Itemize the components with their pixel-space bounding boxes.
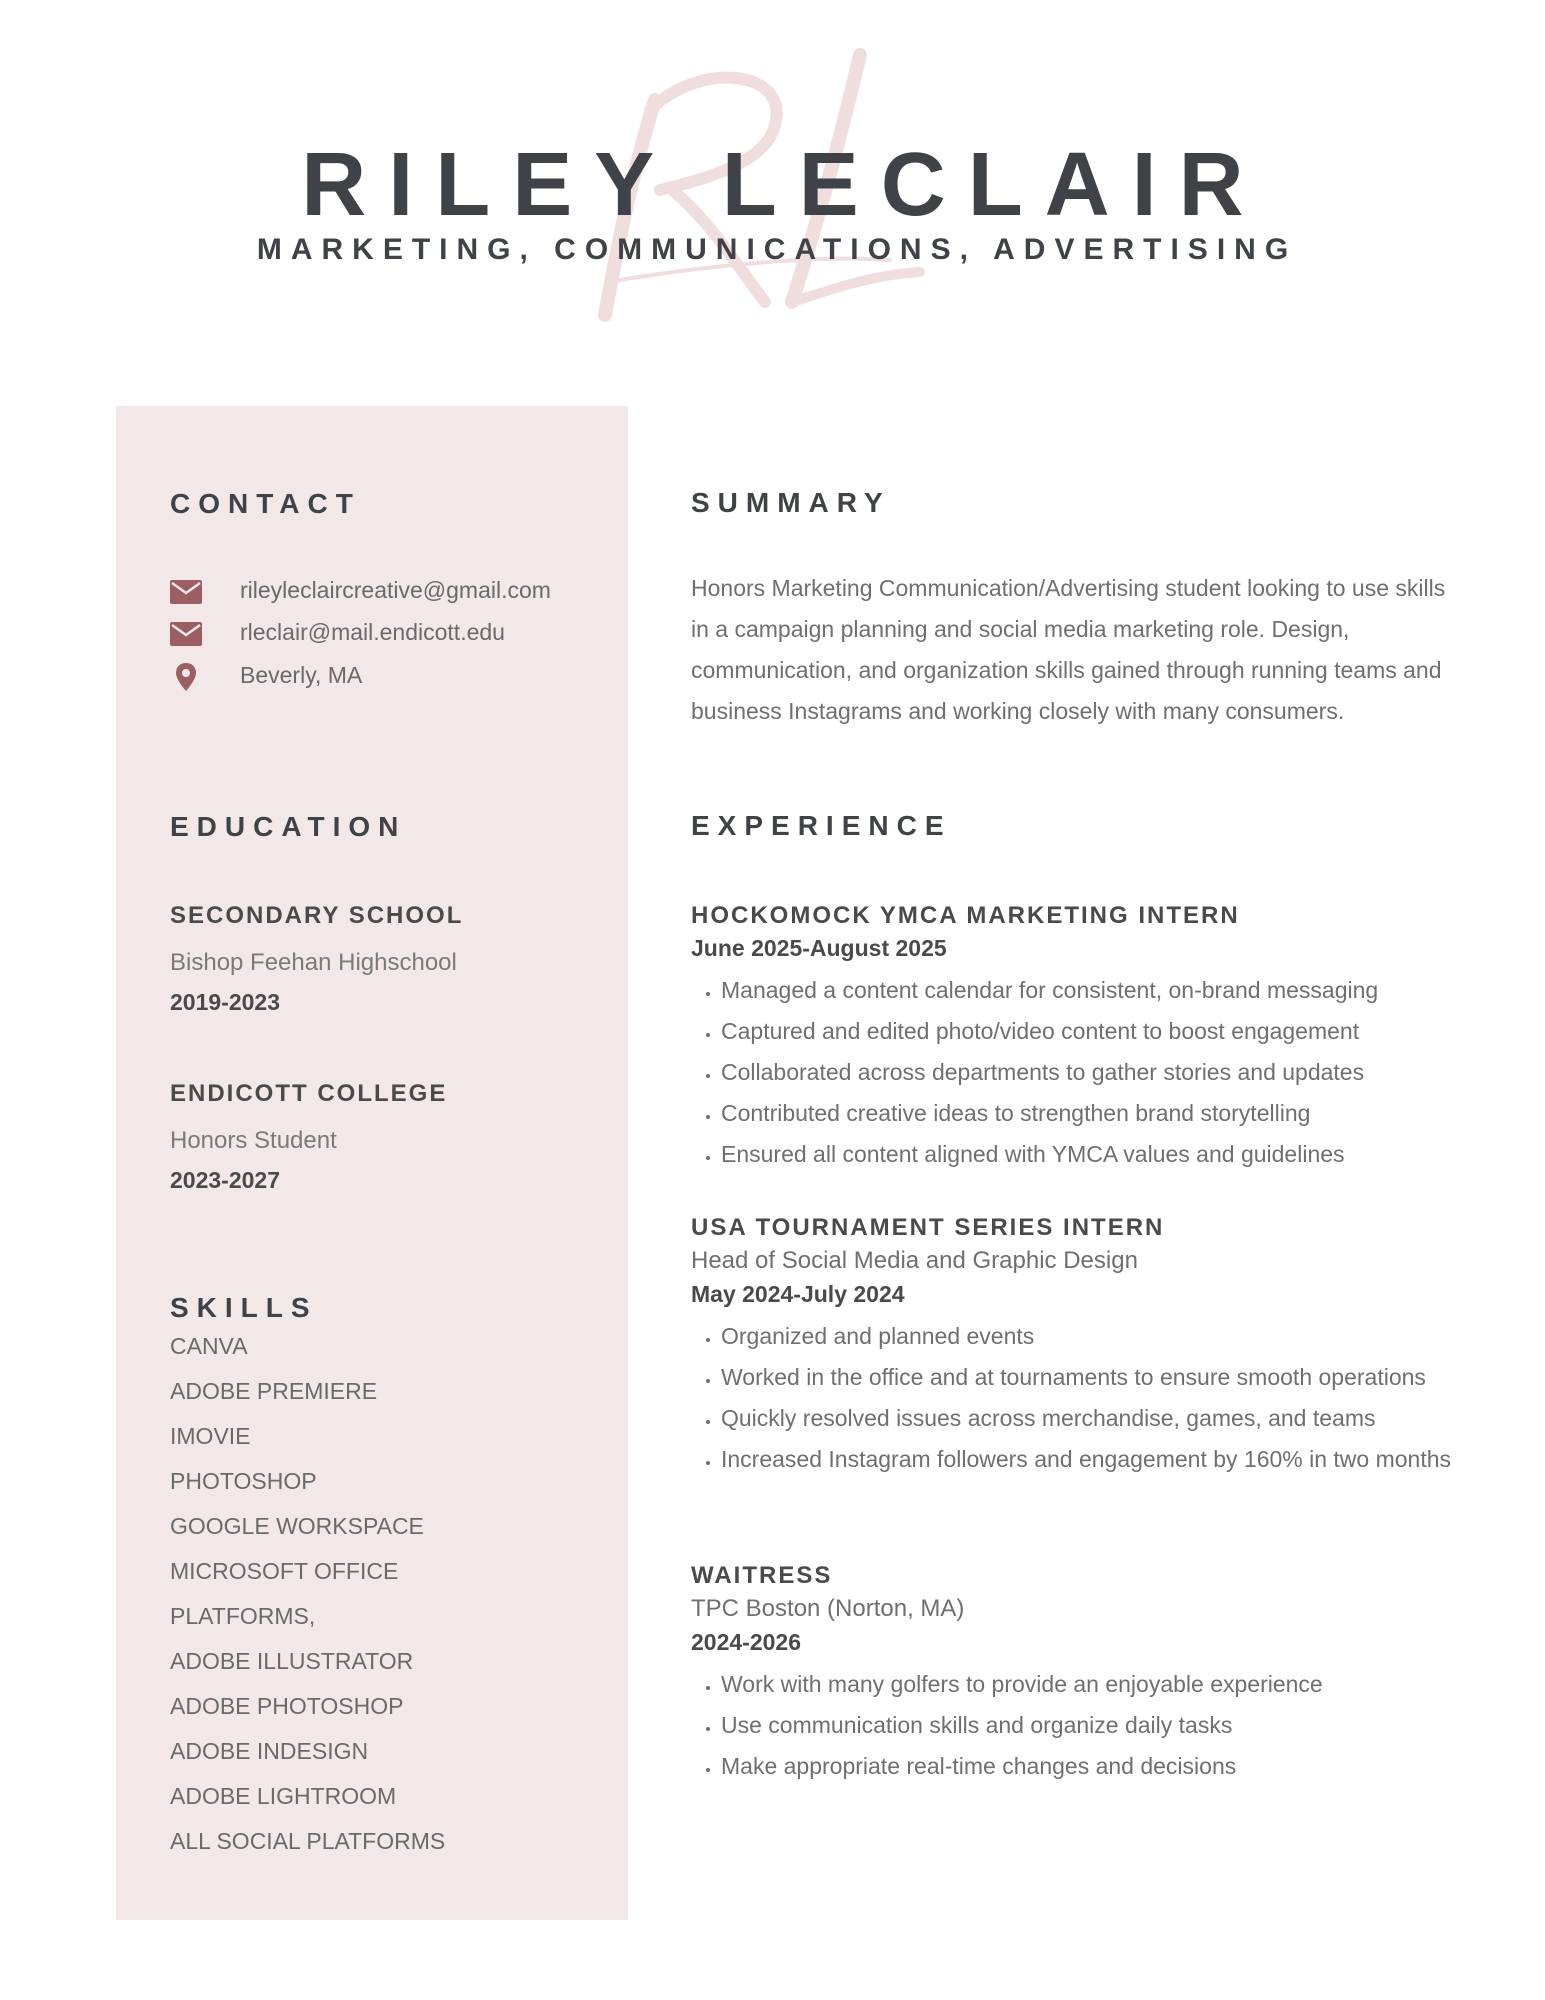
job-bullet: • Worked in the office and at tournaments to ensure smooth operations: [721, 1357, 1471, 1398]
education-item-school: Honors Student: [170, 1127, 337, 1154]
job-title: HOCKOMOCK YMCA MARKETING INTERN: [691, 902, 1240, 929]
education-item-title: SECONDARY SCHOOL: [170, 902, 464, 929]
job-bullets: [691, 1316, 1471, 1480]
education-item-school: Bishop Feehan Highschool: [170, 949, 457, 976]
skill-item: PHOTOSHOP: [170, 1468, 317, 1494]
job-subtitle: TPC Boston (Norton, MA): [691, 1595, 965, 1622]
job-bullet: • Ensured all content aligned with YMCA values and guidelines: [721, 1134, 1471, 1175]
skill-item: GOOGLE WORKSPACE: [170, 1513, 424, 1539]
job-title: WAITRESS: [691, 1562, 833, 1589]
job-bullet: • Managed a content calendar for consistent, on-brand messaging: [721, 970, 1471, 1011]
job-bullet: • Captured and edited photo/video content to boost engagement: [721, 1011, 1471, 1052]
job-bullets: [691, 970, 1471, 1175]
candidate-subtitle: MARKETING, COMMUNICATIONS, ADVERTISING: [256, 233, 1298, 266]
skill-item: MICROSOFT OFFICE: [170, 1558, 399, 1584]
skill-item: PLATFORMS,: [170, 1603, 316, 1629]
job-entry: [691, 1560, 1471, 1787]
skill-item: IMOVIE: [170, 1423, 251, 1449]
education-heading: EDUCATION: [170, 811, 407, 842]
contact-item-email-1[interactable]: [170, 572, 610, 612]
mail-icon: [170, 622, 202, 646]
skills-heading: SKILLS: [170, 1292, 318, 1323]
skill-item: CANVA: [170, 1333, 248, 1359]
contact-email-text: rleclair@mail.endicott.edu: [240, 619, 505, 645]
job-bullet: • Work with many golfers to provide an enjoyable experience: [721, 1664, 1471, 1705]
job-bullet: • Organized and planned events: [721, 1316, 1471, 1357]
job-entry: [691, 900, 1471, 1175]
job-bullets: [691, 1664, 1471, 1787]
job-bullet: • Collaborated across departments to gather stories and updates: [721, 1052, 1471, 1093]
job-dates: 2024-2026: [691, 1629, 801, 1655]
location-pin-icon: [170, 661, 202, 693]
contact-location-text: Beverly, MA: [240, 662, 363, 688]
contact-heading: CONTACT: [170, 488, 361, 519]
job-dates: May 2024-July 2024: [691, 1281, 905, 1307]
summary-text: Honors Marketing Communication/Advertising student looking to use skills in a campaign planning and social media marketing role. Design, communication, and organization skills gained through running teams and business Instagrams and working closely with many consumers.: [691, 575, 1446, 724]
contact-email-text: rileyleclaircreative@gmail.com: [240, 577, 551, 603]
mail-icon: [170, 580, 202, 604]
job-title: USA TOURNAMENT SERIES INTERN: [691, 1214, 1165, 1241]
education-item-years: 2023-2027: [170, 1167, 280, 1193]
job-subtitle: Head of Social Media and Graphic Design: [691, 1247, 1138, 1274]
skill-item: ALL SOCIAL PLATFORMS: [170, 1828, 446, 1854]
education-item-years: 2019-2023: [170, 989, 280, 1015]
skill-item: ADOBE INDESIGN: [170, 1738, 369, 1764]
skill-item: ADOBE ILLUSTRATOR: [170, 1648, 414, 1674]
summary-heading: SUMMARY: [691, 487, 891, 518]
skill-item: ADOBE PREMIERE: [170, 1378, 378, 1404]
contact-item-location: [170, 657, 610, 697]
experience-heading: EXPERIENCE: [691, 810, 952, 841]
job-bullet: • Make appropriate real-time changes and decisions: [721, 1746, 1471, 1787]
job-bullet: • Use communication skills and organize daily tasks: [721, 1705, 1471, 1746]
skill-item: ADOBE PHOTOSHOP: [170, 1693, 404, 1719]
education-item-title: ENDICOTT COLLEGE: [170, 1080, 448, 1107]
skill-item: ADOBE LIGHTROOM: [170, 1783, 397, 1809]
job-entry: [691, 1212, 1471, 1480]
job-bullet: • Contributed creative ideas to strengthen brand storytelling: [721, 1093, 1471, 1134]
candidate-name: RILEY LECLAIR: [301, 135, 1266, 235]
job-bullet: • Increased Instagram followers and engagement by 160% in two months: [721, 1439, 1471, 1480]
contact-item-email-2[interactable]: [170, 614, 610, 654]
job-bullet: • Quickly resolved issues across merchandise, games, and teams: [721, 1398, 1471, 1439]
job-dates: June 2025-August 2025: [691, 935, 947, 961]
skills-list: [170, 1328, 445, 1868]
